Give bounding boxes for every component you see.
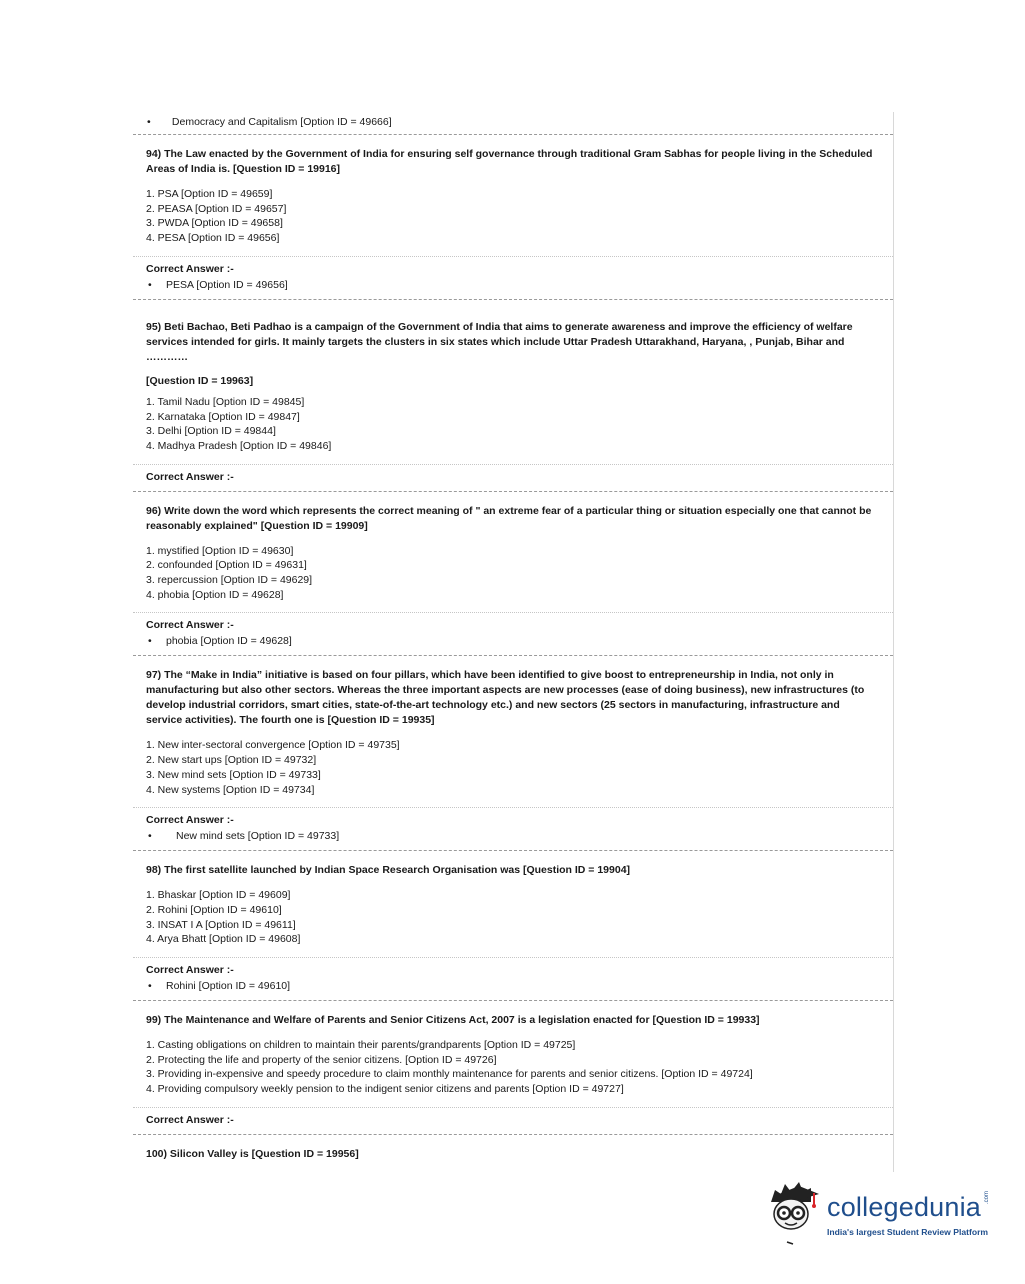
- brand-name: collegedunia: [827, 1192, 982, 1222]
- correct-answer-section: [133, 612, 893, 655]
- answer-text: PESA [Option ID = 49656]: [166, 278, 288, 291]
- option-item: 1. Bhaskar [Option ID = 49609]: [146, 889, 291, 902]
- mascot-icon: [765, 1178, 827, 1248]
- question-text: 95) Beti Bachao, Beti Padhao is a campaign of the Government of India that aims to generate awareness and improve the efficiency of welfare services intended for girls. It mainly targets the clusters in six states which include Uttar Pradesh Uttarakhand, Haryana, , Punjab, Bihar and …………: [146, 320, 853, 363]
- answer-text: Rohini [Option ID = 49610]: [166, 980, 291, 993]
- question-block: [133, 851, 893, 1001]
- option-item: 4. Madhya Pradesh [Option ID = 49846]: [146, 439, 332, 452]
- bullet: •: [148, 278, 152, 291]
- option-item: 3. INSAT I A [Option ID = 49611]: [146, 918, 296, 931]
- question-block: [133, 656, 893, 851]
- option-item: 3. PWDA [Option ID = 49658]: [146, 217, 283, 230]
- options-list: [133, 886, 893, 957]
- correct-answer-label: Correct Answer :-: [146, 470, 234, 483]
- correct-answer-label: Correct Answer :-: [146, 1113, 234, 1126]
- bullet: •: [148, 830, 152, 843]
- question-paper-page: [133, 112, 894, 1172]
- brand-tagline: India's largest Student Review Platform: [827, 1227, 989, 1237]
- question-text: 94) The Law enacted by the Government of India for ensuring self governance through traditional Gram Sabhas for people living in the Scheduled Areas of India is. [Question ID = 19916]: [146, 148, 873, 175]
- question-id: [Question ID = 19963]: [146, 374, 254, 387]
- option-item: 2. Rohini [Option ID = 49610]: [146, 903, 282, 916]
- question-block: [133, 300, 893, 492]
- question-block: [133, 492, 893, 657]
- option-item: 4. phobia [Option ID = 49628]: [146, 588, 284, 601]
- question-text: 96) Write down the word which represents the correct meaning of " an extreme fear of a particular thing or situation especially one that cannot be reasonably explained" [Question ID = 19909]: [146, 504, 872, 532]
- option-item: 3. Providing in-expensive and speedy procedure to claim monthly maintenance for parents and senior citizens. [Option ID = 49724]: [146, 1068, 753, 1081]
- option-item: 2. PEASA [Option ID = 49657]: [146, 202, 287, 215]
- option-item: 1. mystified [Option ID = 49630]: [146, 544, 294, 557]
- correct-answer-value: [146, 980, 880, 992]
- correct-answer-section: [133, 464, 893, 491]
- correct-answer-section: [133, 957, 893, 1000]
- correct-answer-value: [146, 279, 880, 291]
- option-item: 2. Karnataka [Option ID = 49847]: [146, 410, 300, 423]
- question-block: [133, 1001, 893, 1135]
- question-text: 97) The “Make in India” initiative is based on four pillars, which have been identified to give boost to entrepreneurship in India, not only in manufacturing but also other sectors. Whereas the three important aspects are new processes (ease of doing business), new infrastructures (to develop industrial corridors, smart cities, state-of-the-art technology etc.) and new sectors (25 sectors in manufacturing, infrastructure and service activities). The fourth one is [Question ID = 19935]: [146, 669, 865, 727]
- option-item: 2. New start ups [Option ID = 49732]: [146, 754, 317, 767]
- question-text: 100) Silicon Valley is [Question ID = 19956]: [146, 1147, 359, 1160]
- option-item: 1. New inter-sectoral convergence [Option ID = 49735]: [146, 739, 400, 752]
- correct-answer-section: [133, 807, 893, 850]
- bullet: •: [148, 635, 152, 648]
- option-item: 2. Protecting the life and property of the senior citizens. [Option ID = 49726]: [146, 1053, 497, 1066]
- answer-text: New mind sets [Option ID = 49733]: [176, 830, 340, 843]
- option-item: 1. Tamil Nadu [Option ID = 49845]: [146, 395, 305, 408]
- correct-answer-label: Correct Answer :-: [146, 262, 234, 275]
- answer-text: phobia [Option ID = 49628]: [166, 635, 292, 648]
- option-item: 3. New mind sets [Option ID = 49733]: [146, 768, 321, 781]
- collegedunia-logo: [765, 1178, 995, 1248]
- bullet: •: [148, 980, 152, 993]
- previous-answer-text: Democracy and Capitalism [Option ID = 49666]: [171, 116, 392, 128]
- correct-answer-label: Correct Answer :-: [146, 814, 234, 827]
- correct-answer-section: [133, 1107, 893, 1134]
- question-text: 99) The Maintenance and Welfare of Parents and Senior Citizens Act, 2007 is a legislation enacted for [Question ID = 19933]: [146, 1014, 760, 1027]
- question-text: 98) The first satellite launched by Indian Space Research Organisation was [Question ID = 19904]: [146, 864, 631, 877]
- option-item: 4. New systems [Option ID = 49734]: [146, 783, 315, 796]
- previous-answer-line: [133, 112, 893, 135]
- option-item: 4. Providing compulsory weekly pension to the indigent senior citizens and parents [Option ID = 49727]: [146, 1083, 624, 1096]
- option-item: 3. repercussion [Option ID = 49629]: [146, 574, 313, 587]
- correct-answer-label: Correct Answer :-: [146, 619, 234, 632]
- option-item: 4. Arya Bhatt [Option ID = 49608]: [146, 933, 301, 946]
- options-list: [133, 393, 893, 464]
- options-list: [133, 1036, 893, 1107]
- option-item: 4. PESA [Option ID = 49656]: [146, 232, 280, 245]
- option-item: 1. PSA [Option ID = 49659]: [146, 188, 273, 200]
- correct-answer-value: [146, 830, 880, 842]
- option-item: 2. confounded [Option ID = 49631]: [146, 559, 307, 572]
- option-item: 3. Delhi [Option ID = 49844]: [146, 425, 276, 438]
- options-list: [133, 185, 893, 256]
- options-list: [133, 542, 893, 613]
- question-block: [133, 135, 893, 300]
- brand-domain: .com: [984, 1190, 990, 1204]
- option-item: 1. Casting obligations on children to maintain their parents/grandparents [Option ID = 49725]: [146, 1039, 576, 1052]
- bullet: •: [147, 116, 151, 128]
- correct-answer-value: [146, 635, 880, 647]
- options-list: [133, 736, 893, 807]
- correct-answer-label: Correct Answer :-: [146, 964, 234, 977]
- question-block: [133, 1135, 893, 1170]
- correct-answer-section: [133, 256, 893, 299]
